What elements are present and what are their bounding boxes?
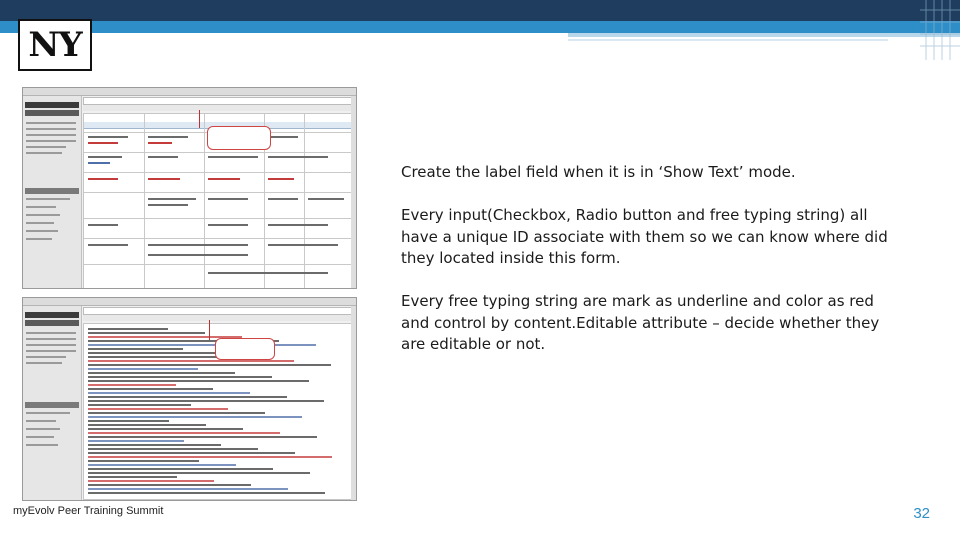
code-line bbox=[88, 424, 206, 426]
code-line bbox=[88, 444, 221, 446]
code-line bbox=[88, 480, 214, 482]
code-line bbox=[88, 360, 294, 362]
code-line bbox=[88, 476, 177, 478]
code-line bbox=[88, 436, 317, 438]
header-accent-stripe-thin bbox=[568, 39, 888, 41]
page-number: 32 bbox=[913, 505, 930, 522]
code-line bbox=[88, 432, 280, 434]
code-line bbox=[88, 380, 309, 382]
code-line bbox=[88, 456, 332, 458]
window-left-panel bbox=[23, 96, 82, 289]
code-line bbox=[88, 376, 272, 378]
corner-grid-decoration bbox=[920, 0, 960, 60]
screenshot-form-show-text bbox=[22, 87, 357, 289]
code-line bbox=[88, 328, 168, 330]
header-accent-stripe bbox=[568, 33, 960, 37]
header-accent-bar bbox=[0, 21, 960, 33]
window-scrollbar bbox=[351, 306, 356, 501]
code-line bbox=[88, 348, 183, 350]
code-line bbox=[88, 448, 258, 450]
code-line bbox=[88, 404, 191, 406]
paragraph-content-editable: Every free typing string are mark as underline and color as red and control by content.Editable attribute – decide whether they are editable or not. bbox=[401, 292, 880, 353]
window-titlebar bbox=[23, 88, 356, 96]
code-line bbox=[88, 416, 302, 418]
callout-bubble bbox=[215, 338, 275, 360]
code-line bbox=[88, 352, 220, 354]
code-line bbox=[88, 468, 273, 470]
window-toolbar bbox=[83, 315, 351, 321]
window-titlebar bbox=[23, 298, 356, 306]
code-line bbox=[88, 464, 236, 466]
callout-pointer bbox=[199, 110, 200, 128]
footer-text: myEvolv Peer Training Summit bbox=[13, 505, 164, 517]
code-line bbox=[88, 396, 287, 398]
code-line bbox=[88, 488, 288, 490]
code-line bbox=[88, 428, 243, 430]
window-left-panel bbox=[23, 306, 82, 501]
paragraph-unique-ids: Every input(Checkbox, Radio button and free typing string) all have a unique ID associate with them so we can know where did they located inside this form. bbox=[401, 206, 888, 267]
paragraph-show-text-mode: Create the label field when it is in ‘Show Text’ mode. bbox=[401, 163, 796, 181]
window-address-bar bbox=[83, 307, 353, 315]
window-toolbar bbox=[83, 105, 351, 111]
code-line bbox=[88, 372, 235, 374]
code-line bbox=[88, 344, 316, 346]
code-line bbox=[88, 368, 198, 370]
code-line bbox=[88, 384, 176, 386]
code-line bbox=[88, 400, 324, 402]
code-line bbox=[88, 408, 228, 410]
callout-pointer bbox=[209, 320, 210, 340]
code-line bbox=[88, 440, 184, 442]
code-line bbox=[88, 452, 295, 454]
header-bar bbox=[0, 0, 960, 21]
window-scrollbar bbox=[351, 96, 356, 289]
code-line bbox=[88, 472, 310, 474]
code-line bbox=[88, 392, 250, 394]
code-line bbox=[88, 420, 169, 422]
code-line bbox=[88, 364, 331, 366]
code-line bbox=[88, 412, 265, 414]
window-address-bar bbox=[83, 97, 353, 105]
callout-bubble bbox=[207, 126, 271, 150]
code-line bbox=[88, 460, 199, 462]
ny-logo: NY bbox=[18, 19, 92, 71]
screenshot-html-source bbox=[22, 297, 357, 501]
code-line bbox=[88, 332, 205, 334]
code-line bbox=[88, 492, 325, 494]
code-line bbox=[88, 484, 251, 486]
code-line bbox=[88, 388, 213, 390]
